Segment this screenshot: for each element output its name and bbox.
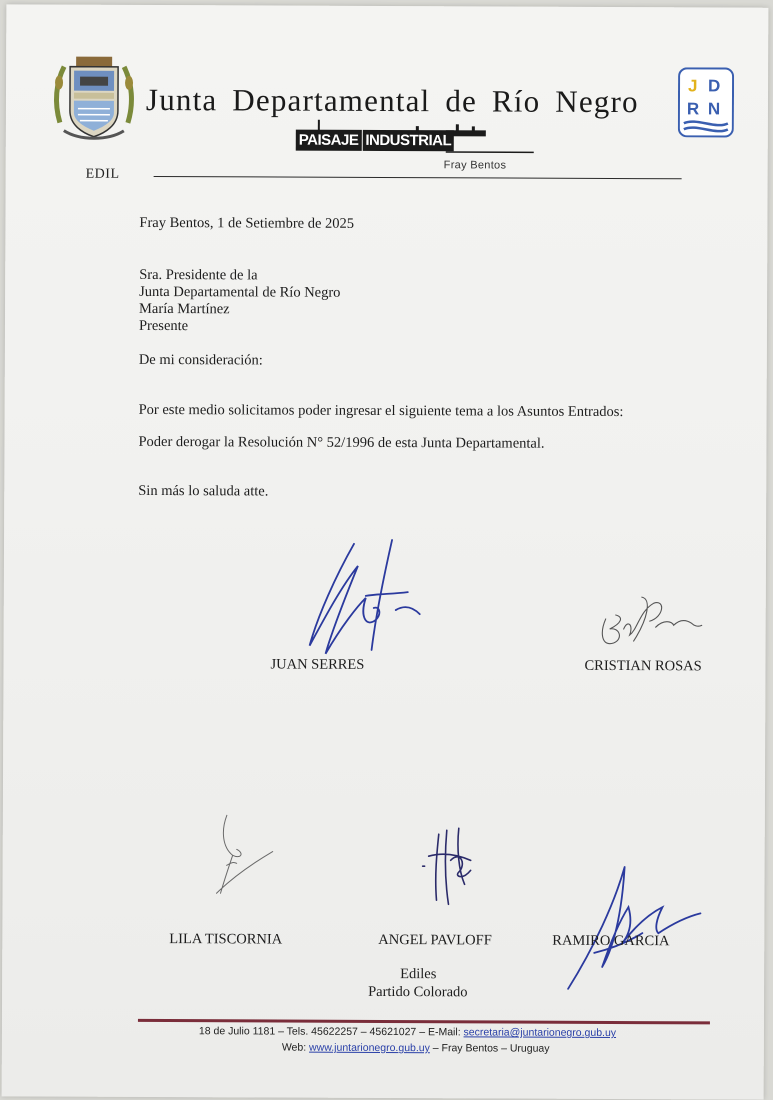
letter-page <box>2 4 769 1099</box>
paisaje-industrial-logo <box>296 132 455 155</box>
jdrn-letter-n: N <box>707 99 721 119</box>
group-role: Ediles <box>400 966 437 983</box>
signature-juan-serres <box>296 536 427 662</box>
footer-location: – Fray Bentos – Uruguay <box>429 1042 550 1055</box>
institution-title: Junta Departamental de Río Negro <box>145 81 639 120</box>
signatory-name: JUAN SERRES <box>270 656 365 673</box>
signatory-name: LILA TISCORNIA <box>169 931 283 948</box>
footer-web-label: Web: <box>281 1041 310 1054</box>
salutation: De mi consideración: <box>138 351 263 369</box>
footer-web-link[interactable]: www.juntarionegro.gub.uy <box>309 1041 430 1055</box>
group-party: Partido Colorado <box>368 983 468 1001</box>
recipient-line: Junta Departamental de Río Negro <box>139 283 341 301</box>
footer-line-2 <box>282 1042 550 1055</box>
departmental-crest-icon <box>50 53 138 143</box>
signatory-name: RAMIRO GARCIA <box>552 932 670 950</box>
signature-lila-tiscornia <box>202 807 280 899</box>
jdrn-letter-d: D <box>707 76 721 96</box>
signature-ramiro-garcia <box>558 863 709 994</box>
footer-line-1 <box>199 1025 616 1039</box>
jdrn-logo-icon <box>678 67 734 137</box>
signatory-name: ANGEL PAVLOFF <box>378 931 492 949</box>
date-line: Fray Bentos, 1 de Setiembre de 2025 <box>139 214 355 232</box>
jdrn-letter-j: J <box>687 76 698 96</box>
recipient-line: Presente <box>138 317 189 335</box>
footer-email-link[interactable]: secretaria@juntarionegro.gub.uy <box>463 1026 617 1040</box>
body-paragraph: Poder derogar la Resolución N° 52/1996 de esta Junta Departamental. <box>138 433 545 452</box>
signatory-name: CRISTIAN ROSAS <box>584 657 702 675</box>
edil-label: EDIL <box>85 166 120 182</box>
header-rule <box>154 176 682 179</box>
closing-line: Sin más lo saluda atte. <box>138 482 269 500</box>
footer-address: 18 de Julio 1181 – Tels. 45622257 – 45621027 – E-Mail: <box>198 1025 464 1039</box>
recipient-line: María Martínez <box>139 300 230 318</box>
body-paragraph: Por este medio solicitamos poder ingresar el siguiente tema a los Asuntos Entrados: <box>138 401 624 421</box>
jdrn-letter-r: R <box>686 99 700 119</box>
signature-angel-pavloff <box>414 820 484 906</box>
signature-cristian-rosas <box>594 589 706 651</box>
logo-banner-left: PAISAJE <box>296 130 362 151</box>
logo-banner-right: INDUSTRIAL <box>362 130 454 151</box>
footer-rule <box>138 1019 710 1024</box>
recipient-line: Sra. Presidente de la <box>139 266 258 284</box>
logo-subtitle: Fray Bentos <box>443 159 507 172</box>
